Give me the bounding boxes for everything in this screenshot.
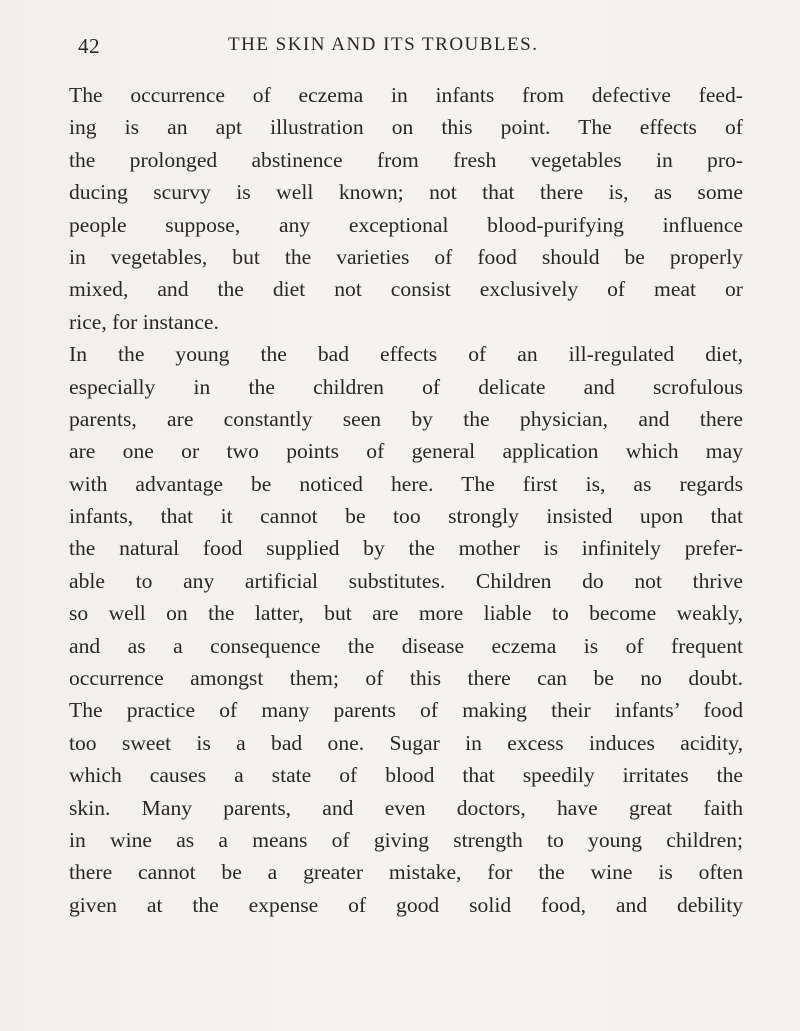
body-text — [69, 79, 743, 921]
text-line: too sweet is a bad one. Sugar in excess induces acidity, — [69, 730, 743, 755]
page-number: 42 — [78, 34, 100, 58]
text-line: the prolonged abstinence from fresh vegetables in pro- — [69, 147, 743, 172]
text-line: the natural food supplied by the mother is infinitely prefer- — [69, 536, 743, 561]
text-line: infants, that it cannot be too strongly insisted upon that — [69, 504, 743, 529]
text-line: parents, are constantly seen by the physician, and there — [69, 406, 743, 431]
text-line: ducing scurvy is well known; not that there is, as some — [69, 180, 743, 205]
paragraph-start-line: In the young the bad effects of an ill-regulated diet, — [69, 342, 743, 367]
text-line: people suppose, any exceptional blood-purifying influence — [69, 212, 743, 237]
text-line: occurrence amongst them; of this there can be no doubt. — [69, 666, 743, 691]
text-line: skin. Many parents, and even doctors, have great faith — [69, 795, 743, 820]
text-line: mixed, and the diet not consist exclusively of meat or — [69, 277, 743, 302]
text-line: especially in the children of delicate and scrofulous — [69, 374, 743, 399]
text-line: with advantage be noticed here. The first is, as regards — [69, 471, 743, 496]
text-line: able to any artificial substitutes. Children do not thrive — [69, 568, 743, 593]
text-line: given at the expense of good solid food, and debility — [69, 892, 743, 917]
running-head — [78, 34, 738, 58]
text-line: there cannot be a greater mistake, for the wine is often — [69, 860, 743, 885]
text-line: which causes a state of blood that speedily irritates the — [69, 763, 743, 788]
paragraph-end-line: rice, for instance. — [69, 309, 219, 334]
text-line: ing is an apt illustration on this point. The effects of — [69, 115, 743, 140]
text-line: The practice of many parents of making their infants’ food — [69, 698, 743, 723]
text-line: The occurrence of eczema in infants from defective feed- — [69, 83, 743, 107]
text-line: and as a consequence the disease eczema is of frequent — [69, 633, 743, 658]
running-title: THE SKIN AND ITS TROUBLES. — [228, 34, 539, 55]
text-line: in vegetables, but the varieties of food should be properly — [69, 244, 743, 269]
text-line: so well on the latter, but are more liable to become weakly, — [69, 601, 743, 626]
text-line: in wine as a means of giving strength to young children; — [69, 827, 743, 852]
text-line: are one or two points of general application which may — [69, 439, 743, 464]
